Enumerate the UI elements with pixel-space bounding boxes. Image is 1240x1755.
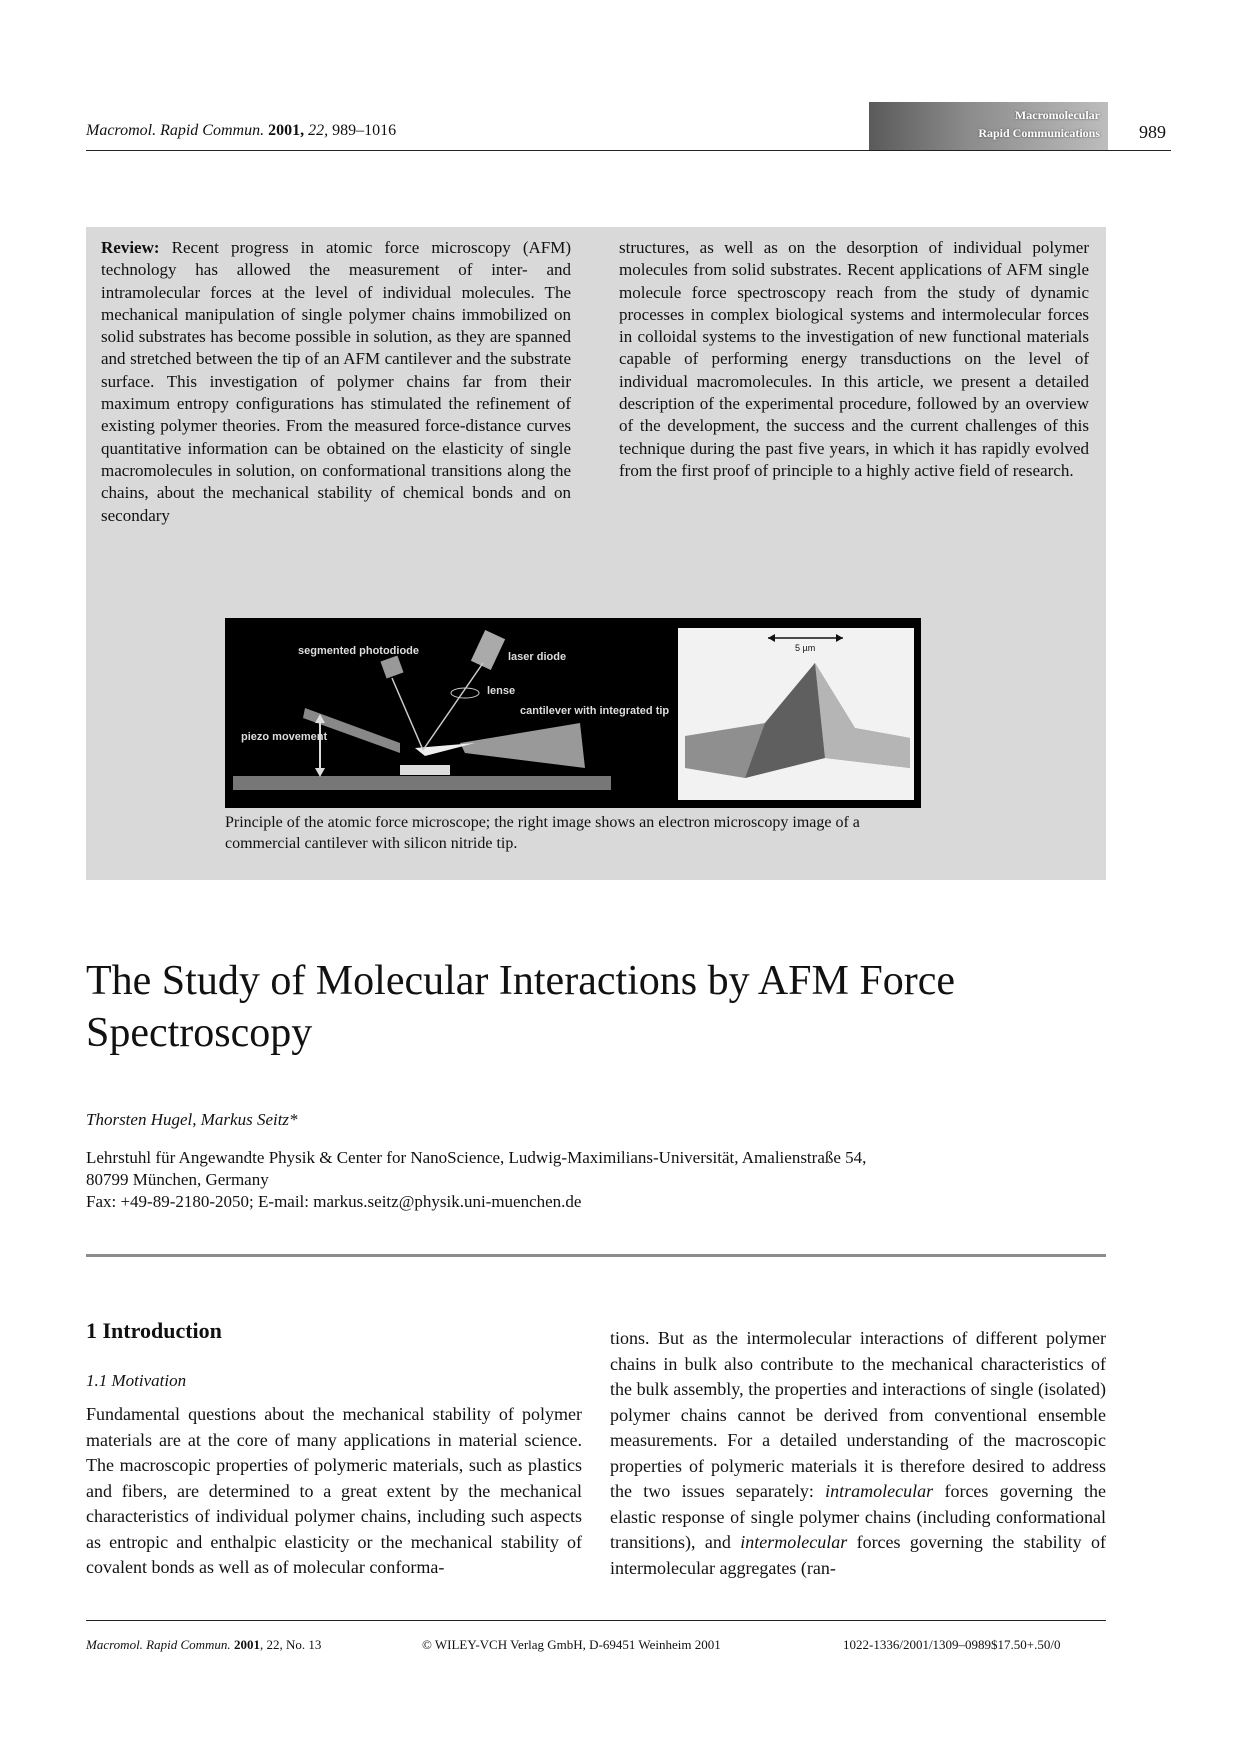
label-laser: laser diode	[508, 651, 567, 663]
footer-year: 2001	[233, 1637, 260, 1652]
header-rule	[86, 150, 1171, 151]
abstract-column-right: structures, as well as on the desorption of individual polymer molecules from solid substrates. Recent applications of AFM single molecule force spectroscopy reach from the study of dynamic processes in complex biological systems and intermolecular forces in colloidal systems to the investigation of new functional materials capable of performing energy transductions on the level of individual macromolecules. In this article, we present a detailed description of the experimental procedure, followed by an overview of the development, the success and the current challenges of this technique during the past five years, in which it has rapidly evolved from the first proof of principle to a highly active field of research.	[619, 238, 1089, 480]
body-text-a: tions. But as the intermolecular interactions of different polymer chains in bulk also contribute to the mechanical characteristics of the bulk assembly, the properties and interactions of single (isolated) polymer chains cannot be derived from conventional ensemble measurements. For a detailed understanding of the macroscopic properties of polymeric materials it is therefore desired to address the two issues separately:	[610, 1328, 1106, 1501]
footer-citation	[86, 1637, 321, 1653]
label-photodiode: segmented photodiode	[298, 645, 419, 657]
body-text-b: forces governing the elastic response of single polymer chains (including conformational transitions), and	[610, 1481, 1106, 1552]
journal-year: 2001,	[268, 122, 305, 139]
journal-pages: 989–1016	[332, 122, 397, 139]
body-column-left: Fundamental questions about the mechanical stability of polymer materials are at the core of many applications in material science. The macroscopic properties of polymeric materials, such as plastics and fibers, are determined to a great extent by the mechanical characteristics of individual polymer chains, including such aspects as entropic and enthalpic elasticity or the mechanical stability of covalent bonds as well as of molecular conforma-	[86, 1404, 582, 1577]
emphasis-intramolecular: intramolecular	[825, 1481, 934, 1501]
logo-line-2: Rapid Communications	[978, 126, 1100, 140]
footer-publisher: © WILEY-VCH Verlag GmbH, D-69451 Weinheim 2001	[422, 1637, 721, 1652]
scale-label: 5 µm	[795, 643, 816, 653]
page-number: 989	[1139, 122, 1166, 142]
affiliation-line-1: Lehrstuhl für Angewandte Physik & Center for NanoScience, Ludwig-Maximilians-Universität, Amalienstraße 54,	[86, 1148, 867, 1167]
journal-volume: 22,	[308, 122, 329, 139]
abstract-text-1: Recent progress in atomic force microscopy (AFM) technology has allowed the measurement of inter- and intramolecular forces at the level of individual molecules. The mechanical manipulation of single polymer chains immobilized on solid substrates has become possible in solution, as they are spanned and stretched between the tip of an AFM cantilever and the substrate surface. This investigation of polymer chains far from their maximum entropy configurations has stimulated the refinement of existing polymer theories. From the measured force-distance curves quantitative information can be obtained on the elasticity of single macromolecules in solution, on conformational transitions along the chains, about the mechanical stability of chemical bonds and on secondary	[101, 238, 572, 525]
journal-abbrev: Macromol. Rapid Commun.	[86, 122, 265, 139]
label-cantilever: cantilever with integrated tip	[520, 705, 670, 717]
label-piezo: piezo movement	[241, 731, 328, 743]
footer-code: 1022-1336/2001/1309–0989$17.50+.50/0	[843, 1637, 1061, 1652]
sample	[400, 765, 450, 775]
footer-rule	[86, 1620, 1106, 1621]
authors: Thorsten Hugel, Markus Seitz*	[86, 1110, 298, 1129]
affiliation	[86, 1147, 1146, 1213]
emphasis-intermolecular: intermolecular	[740, 1532, 848, 1552]
afm-figure	[225, 618, 921, 808]
journal-logo	[869, 102, 1108, 150]
logo-line-1: Macromolecular	[1014, 108, 1100, 122]
contact-line: Fax: +49-89-2180-2050; E-mail: markus.seitz@physik.uni-muenchen.de	[86, 1192, 582, 1211]
label-lense: lense	[487, 685, 516, 697]
footer-journal: Macromol. Rapid Commun.	[86, 1637, 231, 1652]
footer-vol-issue: , 22, No. 13	[259, 1637, 322, 1652]
affiliation-line-2: 80799 München, Germany	[86, 1170, 269, 1189]
running-head	[86, 122, 396, 140]
abstract-column-left	[101, 237, 571, 527]
abstract-box	[86, 227, 1106, 880]
section-divider	[86, 1254, 1106, 1257]
subsection-heading: 1.1 Motivation	[86, 1371, 187, 1390]
abstract-label: Review:	[101, 238, 160, 257]
figure-caption: Principle of the atomic force microscope; the right image shows an electron microscopy image of a commercial cantilever with silicon nitride tip.	[225, 814, 860, 852]
article-title: The Study of Molecular Interactions by AFM Force Spectroscopy	[86, 958, 955, 1056]
body-column-right	[610, 1326, 1106, 1581]
body-text-c: forces governing the stability of intermolecular aggregates (ran-	[610, 1532, 1106, 1578]
section-heading: 1 Introduction	[86, 1318, 222, 1343]
substrate-stage	[233, 776, 611, 790]
